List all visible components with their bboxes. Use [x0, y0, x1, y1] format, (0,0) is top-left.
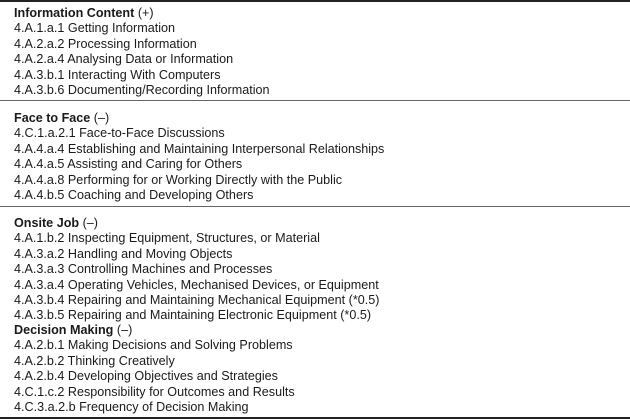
section-information-content [14, 6, 620, 98]
list-item: 4.A.2.a.4 Analysing Data or Information [14, 52, 234, 67]
list-item: 4.A.3.b.1 Interacting With Computers [14, 67, 221, 82]
list-item: 4.A.3.b.5 Repairing and Maintaining Electronic Equipment (*0.5) [14, 308, 372, 323]
section-face-to-face [14, 111, 620, 203]
list-item: 4.A.4.b.5 Coaching and Developing Others [14, 187, 254, 202]
section-onsite-job [14, 216, 620, 324]
section-heading [14, 216, 620, 231]
section-divider [0, 100, 630, 101]
list-item: 4.A.4.a.5 Assisting and Caring for Others [14, 157, 243, 172]
list-item: 4.A.1.b.2 Inspecting Equipment, Structures, or Material [14, 231, 320, 246]
section-sign: (–) [93, 111, 110, 125]
list-item: 4.A.4.a.4 Establishing and Maintaining Interpersonal Relationships [14, 141, 385, 156]
section-sign: (–) [82, 216, 98, 230]
section-heading [14, 323, 620, 338]
list-item: 4.A.3.a.2 Handling and Moving Objects [14, 246, 233, 261]
list-item: 4.C.1.c.2 Responsibility for Outcomes and Results [14, 384, 295, 399]
section-title: Face to Face [14, 111, 91, 125]
section-heading [14, 6, 620, 21]
list-item: 4.C.1.a.2.1 Face-to-Face Discussions [14, 126, 225, 141]
section-title: Decision Making [14, 323, 114, 337]
list-item: 4.A.2.b.2 Thinking Creatively [14, 353, 175, 368]
section-sign: (+) [137, 6, 154, 20]
list-item: 4.C.3.a.2.b Frequency of Decision Making [14, 399, 249, 414]
list-item: 4.A.4.a.8 Performing for or Working Directly with the Public [14, 172, 343, 187]
list-item: 4.A.2.b.4 Developing Objectives and Strategies [14, 369, 278, 384]
list-item: 4.A.3.b.6 Documenting/Recording Information [14, 82, 270, 97]
section-decision-making [14, 323, 620, 415]
list-item: 4.A.3.a.4 Operating Vehicles, Mechanised Devices, or Equipment [14, 277, 379, 292]
section-title: Onsite Job [14, 216, 80, 230]
section-divider [0, 206, 630, 207]
list-item: 4.A.2.b.1 Making Decisions and Solving Problems [14, 338, 293, 353]
section-heading [14, 111, 620, 126]
list-item: 4.A.3.a.3 Controlling Machines and Processes [14, 262, 273, 277]
list-item: 4.A.1.a.1 Getting Information [14, 21, 176, 36]
table-top-rule [0, 0, 630, 2]
list-item: 4.A.2.a.2 Processing Information [14, 36, 197, 51]
section-title: Information Content [14, 6, 135, 20]
section-sign: (–) [116, 323, 133, 337]
list-item: 4.A.3.b.4 Repairing and Maintaining Mechanical Equipment (*0.5) [14, 292, 380, 307]
